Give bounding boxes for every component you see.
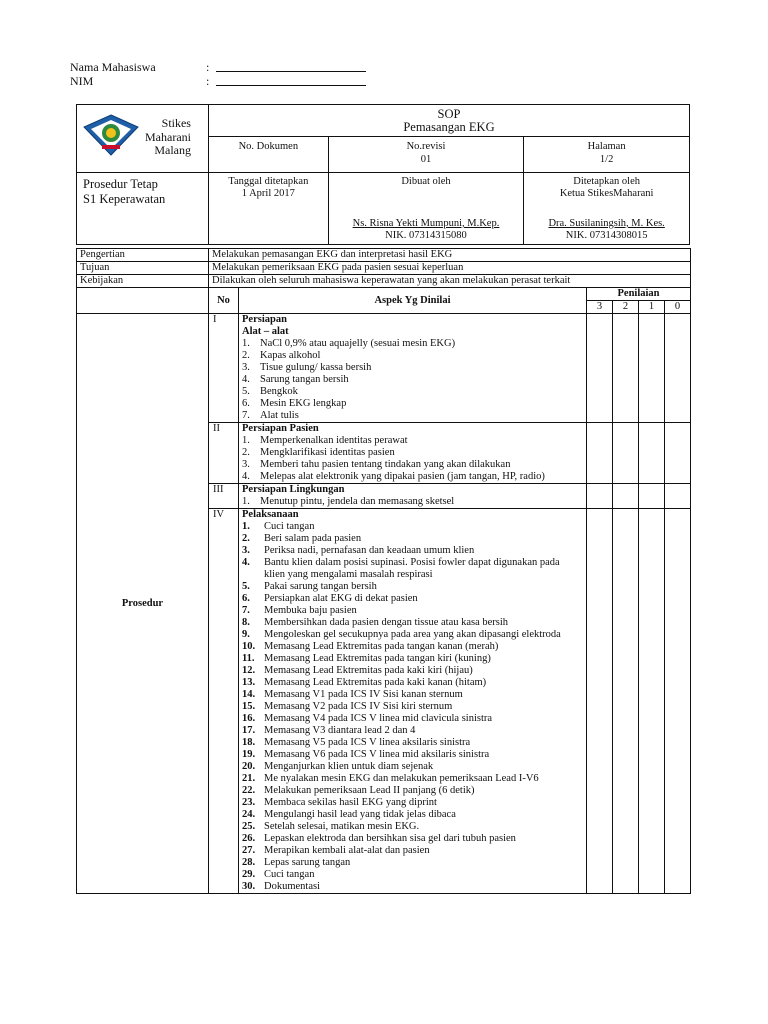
- info-label: Tujuan: [77, 262, 209, 275]
- list-item-text: Mengoleskan gel secukupnya pada area yang akan dipasangi elektroda: [264, 629, 561, 640]
- list-item: [242, 677, 583, 689]
- list-item-number: 22.: [242, 785, 256, 796]
- list-item-text: Memasang Lead Ektremitas pada tangan kanan (merah): [264, 641, 499, 652]
- score-cell[interactable]: [587, 484, 613, 509]
- stikes-logo-icon: [81, 113, 141, 157]
- list-item: [242, 797, 583, 809]
- score-column-header: 1: [639, 301, 665, 314]
- list-item: [242, 374, 583, 386]
- list-item-text: Melepas alat elektronik yang dipakai pasien (jam tangan, HP, radio): [260, 471, 545, 482]
- info-row: [77, 249, 691, 262]
- list-item-number: 6.: [242, 398, 250, 409]
- list-item-text: Membuka baju pasien: [264, 605, 357, 616]
- score-column-header: 0: [665, 301, 691, 314]
- list-item-number: 1.: [242, 338, 250, 349]
- colon: :: [206, 74, 210, 88]
- list-item: [242, 545, 583, 557]
- list-item: [242, 701, 583, 713]
- student-name-row: [70, 60, 366, 74]
- list-item-number: 2.: [242, 350, 250, 361]
- list-item-number: 15.: [242, 701, 256, 712]
- sop-title: Pemasangan EKG: [403, 120, 495, 134]
- made-by-cell: [328, 173, 524, 245]
- list-item-number: 25.: [242, 821, 256, 832]
- list-item-number: 28.: [242, 857, 256, 868]
- sop-header-table: [76, 104, 690, 245]
- list-item: [242, 581, 583, 593]
- revision-label: No.revisi: [406, 141, 446, 152]
- list-item-number: 1.: [242, 521, 250, 532]
- list-item: [242, 881, 583, 893]
- sop-label: SOP: [437, 107, 461, 121]
- list-item-number: 5.: [242, 386, 250, 397]
- list-item-text: Sarung tangan bersih: [260, 374, 349, 385]
- page-cell: [524, 137, 690, 173]
- list-item: [242, 821, 583, 833]
- list-item-number: 23.: [242, 797, 256, 808]
- list-item: [242, 496, 583, 508]
- list-item-text: Periksa nadi, pernafasan dan keadaan umum klien: [264, 545, 475, 556]
- section-content: [239, 484, 587, 509]
- list-item: [242, 749, 583, 761]
- list-item: [242, 338, 583, 350]
- score-cell[interactable]: [587, 314, 613, 423]
- procedure-line: Prosedur Tetap: [83, 177, 158, 191]
- list-item-number: 4.: [242, 471, 250, 482]
- section-title: Pelaksanaan: [242, 509, 299, 520]
- list-item: [242, 833, 583, 845]
- list-item-text: Memasang V6 pada ICS V linea mid aksilaris sinistra: [264, 749, 490, 760]
- score-cell[interactable]: [639, 423, 665, 484]
- institution-name-line: Malang: [154, 143, 191, 157]
- info-label: Kebijakan: [77, 275, 209, 288]
- list-item-number: 11.: [242, 653, 255, 664]
- list-item-text: Memasang V1 pada ICS IV Sisi kanan sternum: [264, 689, 463, 700]
- list-item-text: Persiapkan alat EKG di dekat pasien: [264, 593, 418, 604]
- score-column-header: 3: [587, 301, 613, 314]
- list-item: [242, 773, 583, 785]
- list-item-number: 16.: [242, 713, 256, 724]
- list-item-text: Memasang Lead Ektremitas pada tangan kiri (kuning): [264, 653, 491, 664]
- list-item-number: 9.: [242, 629, 250, 640]
- made-by-nik: NIK. 07314315080: [385, 230, 467, 241]
- colon: :: [206, 60, 210, 74]
- list-item-number: 20.: [242, 761, 256, 772]
- section-number: II: [209, 423, 239, 484]
- approved-by-cell: [524, 173, 690, 245]
- section-subtitle: Alat – alat: [242, 326, 289, 337]
- made-by-label: Dibuat oleh: [401, 176, 451, 187]
- list-item-text: Merapikan kembali alat-alat dan pasien: [264, 845, 430, 856]
- score-cell[interactable]: [665, 484, 691, 509]
- date-label: Tanggal ditetapkan: [228, 176, 309, 187]
- list-item: [242, 471, 583, 483]
- list-item: [242, 447, 583, 459]
- page-label: Halaman: [587, 141, 626, 152]
- list-item-text: Memasang V2 pada ICS IV Sisi kiri sternum: [264, 701, 453, 712]
- list-item-number: 2.: [242, 533, 250, 544]
- score-cell[interactable]: [587, 509, 613, 894]
- aspect-header: Aspek Yg Dinilai: [239, 288, 587, 314]
- list-item: [242, 809, 583, 821]
- list-item: [242, 653, 583, 665]
- institution-name-line: Maharani: [145, 129, 191, 144]
- list-item-number: 14.: [242, 689, 256, 700]
- list-item: [242, 533, 583, 545]
- list-item-text: Mengulangi hasil lead yang tidak jelas dibaca: [264, 809, 456, 820]
- list-item-number: 4.: [242, 557, 250, 568]
- approved-name: Dra. Susilaningsih, M. Kes.: [548, 218, 665, 229]
- list-item: [242, 725, 583, 737]
- list-item-number: 13.: [242, 677, 256, 688]
- list-item-text: Pakai sarung tangan bersih: [264, 581, 377, 592]
- procedure-cell: [77, 173, 209, 245]
- section-content: [239, 509, 587, 894]
- list-item-text: Memberi tahu pasien tentang tindakan yang akan dilakukan: [260, 459, 511, 470]
- section-number: IV: [209, 509, 239, 894]
- list-item: [242, 521, 583, 533]
- list-item-number: 5.: [242, 581, 250, 592]
- doc-no-cell: [208, 137, 328, 173]
- list-item: [242, 350, 583, 362]
- section-number: I: [209, 314, 239, 423]
- score-cell[interactable]: [639, 484, 665, 509]
- list-item-text: Memasang V3 diantara lead 2 dan 4: [264, 725, 416, 736]
- section-title: Persiapan Pasien: [242, 423, 319, 434]
- score-cell[interactable]: [665, 423, 691, 484]
- list-item-text: Setelah selesai, matikan mesin EKG.: [264, 821, 420, 832]
- score-cell[interactable]: [587, 423, 613, 484]
- score-cell[interactable]: [613, 484, 639, 509]
- list-item-number: 18.: [242, 737, 256, 748]
- list-item: [242, 459, 583, 471]
- list-item: [242, 665, 583, 677]
- score-cell[interactable]: [613, 509, 639, 894]
- revision-cell: [328, 137, 524, 173]
- list-item: [242, 386, 583, 398]
- list-item-text: Bengkok: [260, 386, 298, 397]
- info-label: Pengertian: [77, 249, 209, 262]
- list-item-text: Membersihkan dada pasien dengan tissue atau kasa bersih: [264, 617, 509, 628]
- institution-name-line: Stikes: [161, 116, 191, 130]
- prosedur-label: Prosedur: [77, 314, 209, 894]
- list-item: [242, 410, 583, 422]
- list-item-text: Lepaskan elektroda dan bersihkan sisa gel dari tubuh pasien: [264, 833, 516, 844]
- doc-no-label: No. Dokumen: [238, 141, 299, 152]
- list-item-number: 7.: [242, 410, 250, 421]
- list-item-number: 26.: [242, 833, 256, 844]
- list-item-number: 3.: [242, 362, 250, 373]
- list-item-text: Dokumentasi: [264, 881, 320, 892]
- section-title: Persiapan: [242, 314, 287, 325]
- approved-label: Ditetapkan oleh: [573, 176, 641, 187]
- info-value: Melakukan pemasangan EKG dan interpretasi hasil EKG: [209, 249, 691, 262]
- list-item-number: 4.: [242, 374, 250, 385]
- list-item-number: 30.: [242, 881, 256, 892]
- student-name-field[interactable]: [216, 60, 366, 72]
- list-item: [242, 641, 583, 653]
- score-column-header: 2: [613, 301, 639, 314]
- list-item-text: Membaca sekilas hasil EKG yang diprint: [264, 797, 437, 808]
- list-item: [242, 845, 583, 857]
- list-item-text: Bantu klien dalam posisi supinasi. Posisi fowler dapat digunakan pada klien yang mengalami masalah respirasi: [264, 557, 560, 580]
- info-value: Dilakukan oleh seluruh mahasiswa keperawatan yang akan melakukan perasat terkait: [209, 275, 691, 288]
- list-item: [242, 593, 583, 605]
- list-item-number: 27.: [242, 845, 256, 856]
- date-cell: [208, 173, 328, 245]
- student-info: [70, 60, 366, 88]
- institution-cell: [77, 105, 209, 173]
- student-name-label: Nama Mahasiswa: [70, 60, 156, 74]
- sop-main-table: [76, 248, 691, 894]
- score-cell[interactable]: [639, 314, 665, 423]
- list-item-text: NaCl 0,9% atau aquajelly (sesuai mesin EKG): [260, 338, 456, 349]
- score-cell[interactable]: [665, 509, 691, 894]
- student-nim-label: NIM: [70, 74, 94, 88]
- section-number: III: [209, 484, 239, 509]
- score-cell[interactable]: [665, 314, 691, 423]
- score-cell[interactable]: [613, 423, 639, 484]
- approved-role: Ketua StikesMaharani: [559, 188, 654, 199]
- list-item: [242, 785, 583, 797]
- list-item: [242, 761, 583, 773]
- student-nim-row: [70, 74, 366, 88]
- list-item-number: 3.: [242, 459, 250, 470]
- list-item: [242, 713, 583, 725]
- list-item-number: 8.: [242, 617, 250, 628]
- list-item: [242, 629, 583, 641]
- list-item-number: 17.: [242, 725, 256, 736]
- student-nim-field[interactable]: [216, 74, 366, 86]
- list-item-number: 10.: [242, 641, 256, 652]
- list-item-text: Cuci tangan: [264, 521, 315, 532]
- list-item-text: Menganjurkan klien untuk diam sejenak: [264, 761, 434, 772]
- list-item-text: Menutup pintu, jendela dan memasang sketsel: [260, 496, 455, 507]
- list-item: [242, 557, 583, 581]
- list-item-number: 12.: [242, 665, 256, 676]
- section-content: [239, 423, 587, 484]
- section-row: [77, 314, 691, 423]
- info-value: Melakukan pemeriksaan EKG pada pasien sesuai keperluan: [209, 262, 691, 275]
- list-item-text: Memasang Lead Ektremitas pada kaki kanan (hitam): [264, 677, 487, 688]
- blank-cell: [77, 288, 209, 314]
- no-header: No: [209, 288, 239, 314]
- list-item-text: Lepas sarung tangan: [264, 857, 351, 868]
- list-item-number: 29.: [242, 869, 256, 880]
- list-item-text: Kapas alkohol: [260, 350, 321, 361]
- list-item: [242, 617, 583, 629]
- list-item-number: 1.: [242, 435, 250, 446]
- list-item-text: Melakukan pemeriksaan Lead II panjang (6 detik): [264, 785, 475, 796]
- made-by-name: Ns. Risna Yekti Mumpuni, M.Kep.: [352, 218, 500, 229]
- list-item: [242, 435, 583, 447]
- list-item-number: 21.: [242, 773, 256, 784]
- revision-value: 01: [420, 154, 432, 165]
- list-item-text: Memperkenalkan identitas perawat: [260, 435, 408, 446]
- list-item-text: Beri salam pada pasien: [264, 533, 362, 544]
- list-item-number: 2.: [242, 447, 250, 458]
- section-title: Persiapan Lingkungan: [242, 484, 345, 495]
- score-cell[interactable]: [613, 314, 639, 423]
- page-value: 1/2: [599, 154, 614, 165]
- procedure-program: S1 Keperawatan: [83, 192, 166, 206]
- list-item-text: Memasang V5 pada ICS V linea aksilaris sinistra: [264, 737, 471, 748]
- info-row: [77, 262, 691, 275]
- list-item: [242, 398, 583, 410]
- list-item: [242, 857, 583, 869]
- list-item-text: Mesin EKG lengkap: [260, 398, 347, 409]
- list-item-number: 3.: [242, 545, 250, 556]
- list-item-number: 1.: [242, 496, 250, 507]
- list-item: [242, 689, 583, 701]
- list-item-number: 7.: [242, 605, 250, 616]
- list-item-text: Memasang V4 pada ICS V linea mid clavicula sinistra: [264, 713, 493, 724]
- list-item-text: Alat tulis: [260, 410, 299, 421]
- score-header: Penilaian: [587, 288, 691, 301]
- table-head-row: [77, 288, 691, 301]
- list-item: [242, 605, 583, 617]
- list-item: [242, 362, 583, 374]
- list-item-text: Me nyalakan mesin EKG dan melakukan pemeriksaan Lead I-V6: [264, 773, 539, 784]
- list-item: [242, 737, 583, 749]
- approved-nik: NIK. 07314308015: [565, 230, 648, 241]
- list-item-text: Mengklarifikasi identitas pasien: [260, 447, 395, 458]
- date-value: 1 April 2017: [241, 188, 295, 199]
- list-item: [242, 869, 583, 881]
- institution-name: [145, 113, 191, 158]
- list-item-number: 6.: [242, 593, 250, 604]
- list-item-text: Memasang Lead Ektremitas pada kaki kiri (hijau): [264, 665, 473, 676]
- sop-title-cell: [208, 105, 689, 137]
- list-item-number: 19.: [242, 749, 256, 760]
- list-item-text: Tisue gulung/ kassa bersih: [260, 362, 372, 373]
- section-content: [239, 314, 587, 423]
- score-cell[interactable]: [639, 509, 665, 894]
- info-row: [77, 275, 691, 288]
- list-item-text: Cuci tangan: [264, 869, 315, 880]
- list-item-number: 24.: [242, 809, 256, 820]
